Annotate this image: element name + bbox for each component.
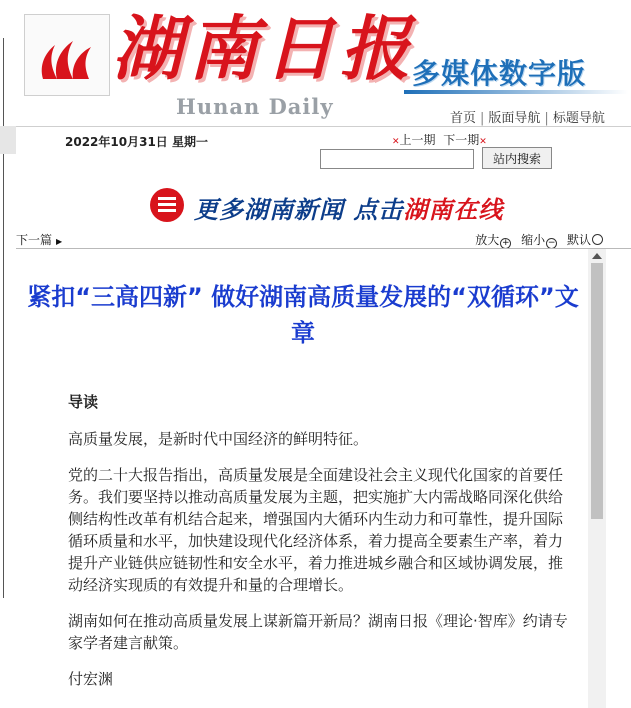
scrollbar-thumb[interactable]: [591, 263, 603, 519]
nav-page-navigation-link[interactable]: 版面导航: [488, 111, 541, 126]
brand-name-en: Hunan Daily: [176, 94, 334, 119]
circle-icon: [592, 234, 603, 245]
nav-title-navigation-link[interactable]: 标题导航: [552, 111, 605, 126]
prev-issue-link[interactable]: 上一期: [399, 133, 436, 147]
header-divider: [16, 126, 631, 127]
edition-title: 多媒体数字版: [412, 57, 587, 90]
article-author: 付宏渊: [68, 670, 114, 688]
issue-navigation: [392, 131, 487, 148]
zoom-in-button[interactable]: [475, 233, 511, 247]
site-search-button[interactable]: 站内搜索: [482, 147, 552, 169]
masthead: [0, 0, 631, 126]
article-paragraph: 湖南如何在推动高质量发展上谋新篇开新局？湖南日报《理论·智库》约请专家学者建言献策。: [68, 612, 568, 652]
article-lead: 导读: [68, 393, 99, 411]
prev-arrow-icon: ✕: [392, 137, 400, 147]
site-search-input[interactable]: [320, 149, 474, 169]
article-toolbar: [16, 230, 631, 247]
hunan-online-logo-icon: [150, 188, 184, 222]
next-issue-link[interactable]: 下一期: [443, 133, 480, 147]
article-content: [16, 249, 588, 708]
nav-home-link[interactable]: 首页: [450, 111, 477, 126]
article-paragraph: 党的二十大报告指出，高质量发展是全面建设社会主义现代化国家的首要任务。我们要坚持以推动高质量发展为主题，把实施扩大内需战略同深化供给侧结构性改革有机结合起来，增强国内大循环内生动力和可靠性，提升国际循环质量和水平，加快建设现代化经济体系，着力提高全要素生产率，着力提升产业链供应链韧性和安全水平，着力推进城乡融合和区域协调发展，推动经济实现质的有效提升和量的合理增长。: [68, 466, 564, 594]
next-article-label: 下一篇: [16, 233, 53, 247]
top-navigation: [450, 107, 605, 126]
article-scrollbar[interactable]: [588, 249, 606, 708]
brand-name-cn: 湖南日报: [112, 7, 416, 90]
article-title: 紧扣“三高四新” 做好湖南高质量发展的“双循环”文章: [27, 283, 579, 347]
banner-text-highlight: 湖南在线: [403, 195, 504, 224]
article-paragraph: 高质量发展，是新时代中国经济的鲜明特征。: [68, 430, 369, 448]
edition-underline: [404, 90, 628, 94]
triangle-right-icon: ▶: [56, 237, 63, 246]
next-arrow-icon: ✕: [479, 137, 487, 147]
zoom-in-label: 放大: [475, 233, 500, 247]
zoom-default-button[interactable]: [567, 233, 603, 247]
zoom-out-button[interactable]: [521, 233, 557, 247]
issue-date: 2022年10月31日 星期一: [65, 135, 208, 149]
zoom-controls: [469, 231, 603, 249]
nav-separator: |: [544, 111, 549, 126]
plus-circle-icon: +: [502, 238, 510, 248]
zoom-default-label: 默认: [566, 233, 591, 247]
next-article-link[interactable]: [16, 231, 62, 248]
article-body: [68, 391, 568, 704]
left-frame-shade: [0, 126, 16, 154]
banner-text-part1: 更多湖南新闻 点击: [194, 195, 404, 224]
scroll-up-arrow-icon[interactable]: [592, 253, 602, 259]
minus-circle-icon: −: [547, 238, 556, 248]
zoom-out-label: 缩小: [521, 233, 546, 247]
banner-text: [194, 190, 503, 225]
nav-separator: |: [480, 111, 485, 126]
newspaper-logo: [24, 14, 110, 96]
